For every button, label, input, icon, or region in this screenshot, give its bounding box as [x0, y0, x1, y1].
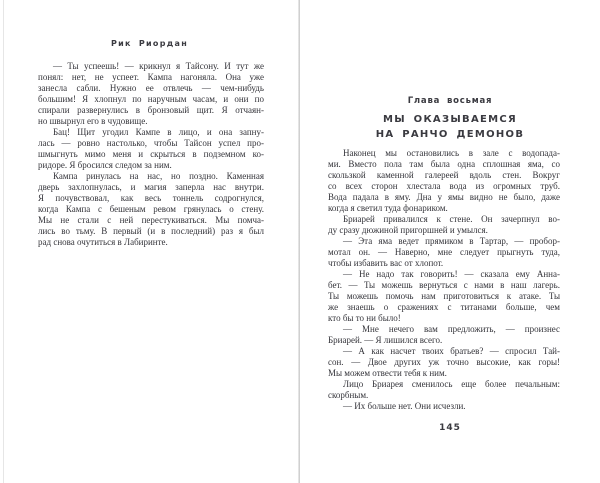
- text-line: сон. — Двое других уж точно высокие, как горы!: [328, 357, 560, 367]
- text-line: Бриарей. — Я лишился всего.: [328, 335, 443, 345]
- text-line: — Их больше нет. Они исчезли.: [343, 401, 466, 411]
- text-line: ду сразу дюжиной пригоршней и умылся.: [328, 225, 488, 235]
- text-line: рад снова очутиться в Лабиринте.: [38, 237, 168, 247]
- text-line: Кампа ринулась на нас, но поздно. Каменная: [53, 171, 264, 181]
- text-line: Вода падала в яму. Дна у ямы видно не было, даже: [328, 192, 560, 202]
- text-line: Я почувствовал, как весь тоннель содрогнулся,: [38, 193, 264, 203]
- text-line: лись во тьму. В первый (и в последний) раз я был: [38, 226, 264, 236]
- page-gutter-divider: [298, 0, 300, 483]
- text-line: когда я светил туда фонариком.: [328, 203, 448, 213]
- text-line: Мы можем отвести тебя к ним.: [328, 368, 447, 378]
- text-line: Бац! Щит угодил Кампе в лицо, и она запну-: [53, 127, 264, 137]
- text-line: когда Кампа с бешеным ревом грянулась о стену.: [38, 204, 264, 214]
- text-line: мотал он. — Наверно, мне следует прыгнуть туда,: [328, 247, 560, 257]
- text-line: но швырнул его в чудовище.: [38, 116, 148, 126]
- text-line: большим! Я хлопнул по наручным часам, и они по: [38, 94, 264, 104]
- text-line: бет. — Ты можешь вернуться с нами в наш лагерь.: [328, 280, 560, 290]
- text-line: — Не надо так говорить! — сказала ему Анна-: [343, 269, 560, 279]
- chapter-title: [300, 112, 600, 142]
- page-left-edge: [3, 0, 4, 483]
- text-line: ридоре. Я бросился следом за ним.: [38, 160, 172, 170]
- running-header-author: Рик Риордан: [110, 39, 189, 48]
- text-line: скорбным.: [328, 390, 369, 400]
- left-page-text: [38, 61, 264, 248]
- text-line: занесла сабли. Нужно ее отвлечь — чем-нибудь: [38, 83, 264, 93]
- text-line: Наконец мы остановились в зале с водопада-: [343, 148, 560, 158]
- text-line: шмыгнуть мимо меня и скрыться в подземном ко-: [38, 149, 264, 159]
- text-line: Мы не стали с ней перестукиваться. Мы помча-: [38, 215, 264, 225]
- text-line: — Эта яма ведет прямиком в Тартар, — пробор-: [343, 236, 560, 246]
- text-line: — Мне нечего вам предложить, — произнес: [343, 324, 560, 334]
- text-line: спирали развернулись в бронзовый щит. Я отчаян-: [38, 105, 264, 115]
- text-line: со всех сторон хлестала вода из огромных труб.: [328, 181, 560, 191]
- text-line: чтобы избавить вас от хлопот.: [328, 258, 444, 268]
- chapter-title-line-2: НА РАНЧО ДЕМОНОВ: [375, 129, 525, 140]
- text-line: лась — ровно настолько, чтобы Тайсон успел про-: [38, 138, 264, 148]
- chapter-number-heading: Глава восьмая: [407, 96, 493, 106]
- text-line: — Ты успеешь! — крикнул я Тайсону. И тут же: [53, 61, 264, 71]
- text-line: же знаешь о сражениях с титанами больше, чем: [328, 302, 560, 312]
- page-number: 145: [439, 423, 461, 433]
- right-page-text: [328, 148, 560, 412]
- text-line: ми. Вместо пола там была одна сплошная яма, со: [328, 159, 560, 169]
- text-line: Бриарей привалился к стене. Он зачерпнул во-: [343, 214, 560, 224]
- text-line: кто бы то ни было!: [328, 313, 401, 323]
- text-line: Ты можешь помочь нам приготовиться к атаке. Ты: [328, 291, 560, 301]
- text-line: скользкой каменной галереей вдоль стен. Вокруг: [328, 170, 560, 180]
- text-line: понял: нет, не успеет. Кампа нагоняла. Она уже: [38, 72, 264, 82]
- text-line: дверь захлопнулась, и магия заперла нас внутри.: [38, 182, 264, 192]
- text-line: — А как насчет твоих братьев? — спросил Тай-: [343, 346, 560, 356]
- chapter-title-line-1: МЫ ОКАЗЫВАЕМСЯ: [382, 114, 518, 125]
- text-line: Лицо Бриарея сменилось еще более печальным:: [343, 379, 560, 389]
